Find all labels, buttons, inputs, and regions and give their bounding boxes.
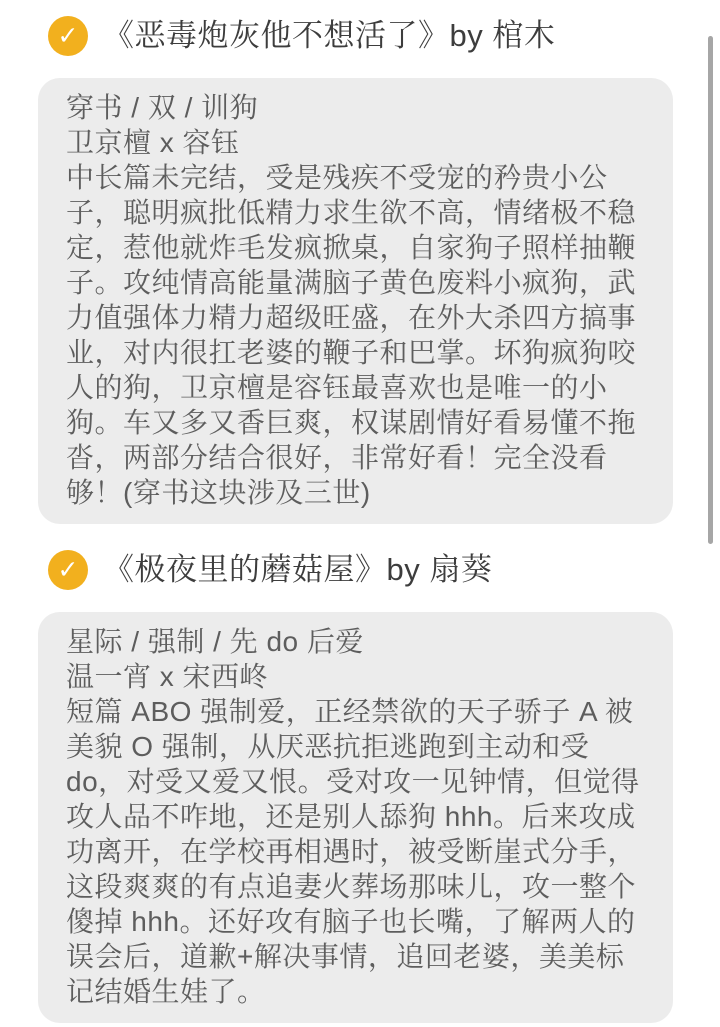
scrollbar[interactable] xyxy=(708,36,713,544)
checklist-row xyxy=(48,548,680,592)
review-text: 短篇 ABO 强制爱，正经禁欲的天子骄子 A 被美貌 O 强制，从厌恶抗拒逃跑到主动和受 do，对受又爱又恨。受对攻一见钟情，但觉得攻人品不咋地，还是别人舔狗 hhh。后来攻成功离开，在学校再相遇时，被受断崖式分手，这段爽爽的有点追妻火葬场那味儿，攻一整个傻掉 hhh。还好攻有脑子也长嘴，了解两人的误会后，道歉+解决事情，追回老婆，美美标记结婚生娃了。 xyxy=(66,696,640,1007)
notes-page xyxy=(0,14,720,1027)
tags-line: 穿书 / 双 / 训狗 xyxy=(66,92,259,123)
checked-checkbox-icon[interactable]: ✓ xyxy=(48,16,88,56)
book-entry xyxy=(0,14,720,524)
review-card xyxy=(38,78,673,524)
book-title: 《恶毒炮灰他不想活了》by 棺木 xyxy=(103,18,556,53)
checked-checkbox-icon[interactable]: ✓ xyxy=(48,550,88,590)
book-entry xyxy=(0,548,720,1023)
pairing-line: 温一宵 x 宋西峂 xyxy=(66,661,269,692)
book-title: 《极夜里的蘑菇屋》by 扇葵 xyxy=(103,552,493,587)
review-text: 中长篇未完结，受是残疾不受宠的矜贵小公子，聪明疯批低精力求生欲不高，情绪极不稳定，惹他就炸毛发疯掀桌，自家狗子照样抽鞭子。攻纯情高能量满脑子黄色废料小疯狗，武力值强体力精力超级旺盛，在外大杀四方搞事业，对内很扛老婆的鞭子和巴掌。坏狗疯狗咬人的狗，卫京檀是容钰最喜欢也是唯一的小狗。车又多又香巨爽，权谋剧情好看易懂不拖沓，两部分结合很好，非常好看！完全没看够！(穿书这块涉及三世) xyxy=(66,162,637,508)
tags-line: 星际 / 强制 / 先 do 后爱 xyxy=(66,626,364,657)
pairing-line: 卫京檀 x 容钰 xyxy=(66,127,240,158)
review-card xyxy=(38,612,673,1023)
checklist-row xyxy=(48,14,680,58)
